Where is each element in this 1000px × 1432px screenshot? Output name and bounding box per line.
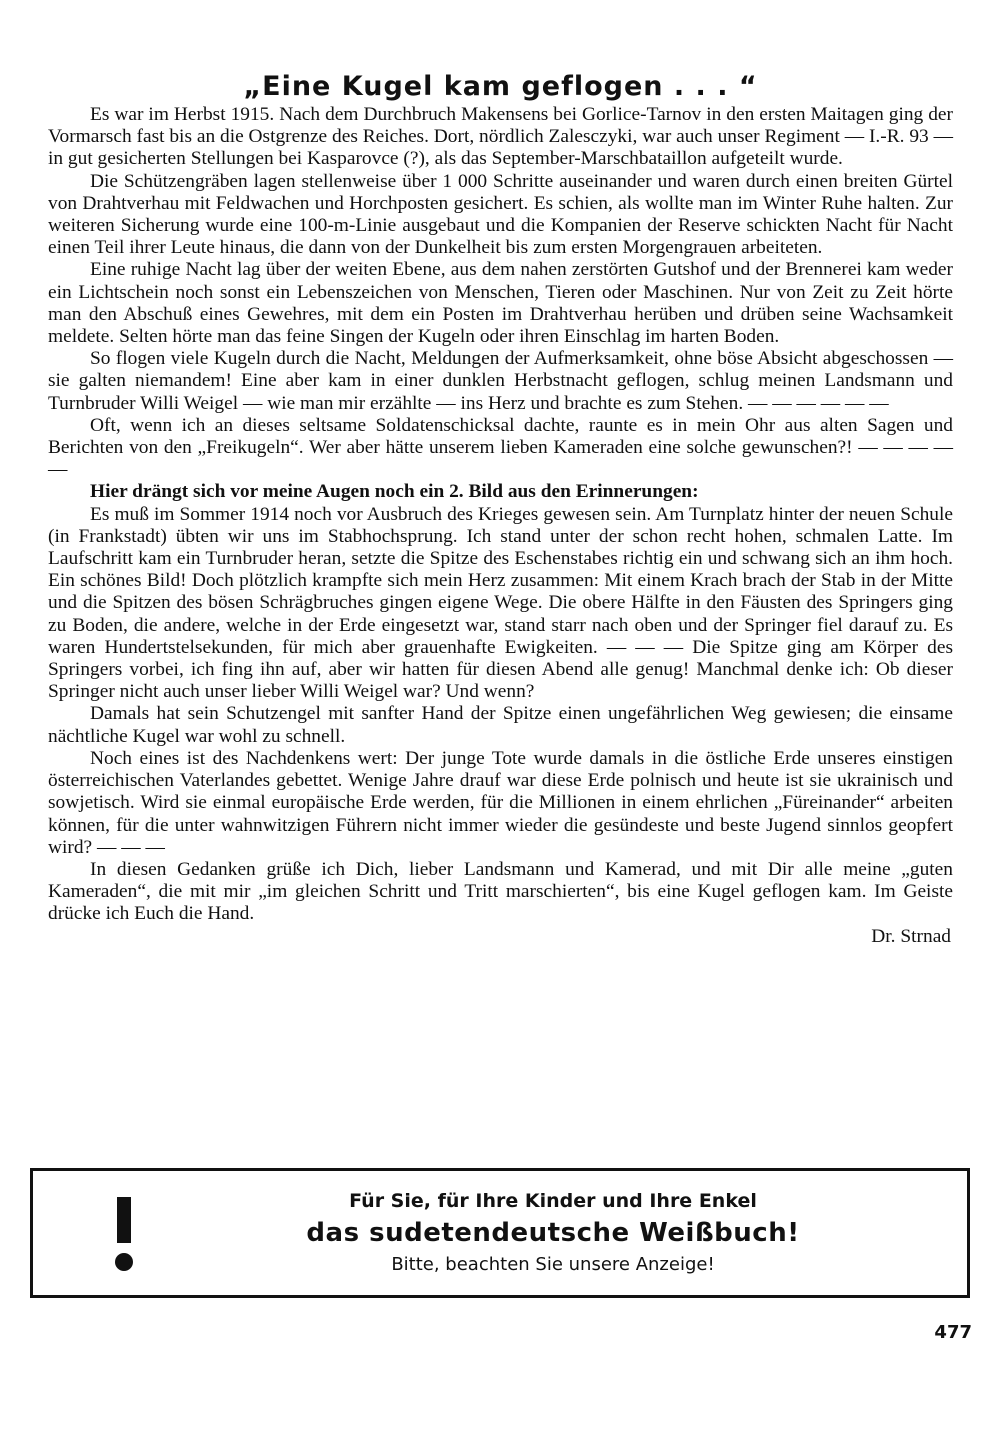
article-paragraph: Noch eines ist des Nachdenkens wert: Der junge Tote wurde damals in die östliche Erde unseres einstigen österreichischen Vaterlandes gebettet. Wenige Jahre drauf war diese Erde polnisch und heute ist sie ukrainisch und sowjetisch. Wird sie einmal europäische Erde werden, für die Millionen in einem ehrlichen „Füreinander“ arbeiten können, für die unter wahnwitzigen Führern nicht immer wieder die gesündeste und beste Jugend sinnlos geopfert wird? — — — <box>48 747 953 858</box>
article <box>48 70 953 948</box>
ad-headline: das sudetendeutsche Weißbuch! <box>306 1218 800 1248</box>
section-heading: Hier drängt sich vor meine Augen noch ein 2. Bild aus den Erinnerungen: <box>90 481 699 503</box>
article-paragraph: So flogen viele Kugeln durch die Nacht, Meldungen der Aufmerksamkeit, ohne böse Absicht abgeschossen — sie galten niemandem! Eine aber kam in einer dunklen Herbstnacht geflogen, schlug meinen Landsmann und Turnbruder Willi Weigel — wie man mir erzählte — ins Herz und brachte es zum Stehen. — — — — — — <box>48 348 953 414</box>
article-title: „Eine Kugel kam geflogen . . . “ <box>243 71 758 102</box>
article-paragraph: Damals hat sein Schutzengel mit sanfter Hand der Spitze einen ungefährlichen Weg gewiesen; die einsame nächtliche Kugel war wohl zu schnell. <box>48 703 953 747</box>
article-paragraph: Eine ruhige Nacht lag über der weiten Ebene, aus dem nahen zerstörten Gutshof und der Brennerei kam weder ein Lichtschein noch sonst ein Lebenszeichen von Menschen, Tieren oder Maschinen. Nur von Zeit zu Zeit hörte man den Abschuß eines Gewehres, mit dem ein Posten im Drahtverhau herüben und drüben seine Wachsamkeit meldete. Selten hörte man das feine Singen der Kugeln oder ihren Einschlag im harten Boden. <box>48 259 953 348</box>
advertisement-box <box>30 1168 970 1298</box>
article-paragraph: Die Schützengräben lagen stellenweise über 1 000 Schritte auseinander und waren durch einen breiten Gürtel von Drahtverhau mit Feldwachen und Horchposten gesichert. Es schien, als wollte man im Winter Ruhe halten. Zur weiteren Sicherung wurde eine 100-m-Linie ausgebaut und die Kompanien der Reserve schickten Nacht für Nacht einen Teil ihrer Leute hinaus, die dann von der Dunkelheit bis zum ersten Morgengrauen arbeiteten. <box>48 170 953 259</box>
ad-tagline: Für Sie, für Ihre Kinder und Ihre Enkel <box>349 1190 757 1212</box>
ad-note: Bitte, beachten Sie unsere Anzeige! <box>391 1254 715 1275</box>
exclamation-icon <box>111 1193 141 1279</box>
page-number: 477 <box>934 1322 972 1343</box>
article-paragraph: Es war im Herbst 1915. Nach dem Durchbruch Makensens bei Gorlice-Tarnov in den ersten Maitagen ging der Vormarsch fast bis an die Ostgrenze des Reiches. Dort, nördlich Zalesczyki, war auch unser Regiment — I.-R. 93 — in gut gesicherten Stellungen bei Kasparovce (?), als das September-Marschbataillon aufgeteilt wurde. <box>48 104 953 170</box>
article-paragraph: Es muß im Sommer 1914 noch vor Ausbruch des Krieges gewesen sein. Am Turnplatz hinter der neuen Schule (in Frankstadt) übten wir uns im Stabhochsprung. Ich stand unter der schon recht hohen, schmalen Latte. Im Laufschritt kam ein Turnbruder heran, setzte die Spitze des Eschenstabes richtig ein und schwang sich an ihm hoch. Ein schönes Bild! Doch plötzlich krampfte sich mein Herz zusammen: Mit einem Krach brach der Stab in der Mitte und die Spitzen des bösen Schrägbruches gingen eigene Wege. Die obere Hälfte in den Fäusten des Springers ging zu Boden, die andere, welche in der Erde eingesetzt war, stand starr nach oben und der Springer fiel darauf zu. Es waren Hundertstelsekunden, für mich aber grauenhafte Ewigkeiten. — — — Die Spitze ging am Körper des Springers vorbei, ich fing ihn auf, aber wir hatten für diesen Abend alle genug! Manchmal denke ich: Ob dieser Springer nicht auch unser lieber Willi Weigel war? Und wenn? <box>48 503 953 703</box>
author-signature: Dr. Strnad <box>871 925 951 947</box>
article-paragraph: Oft, wenn ich an dieses seltsame Soldatenschicksal dachte, raunte es in mein Ohr aus alten Sagen und Berichten von den „Freikugeln“. Wer aber hätte unserem lieben Kameraden eine solche gewunschen?! — — — — — <box>48 414 953 481</box>
article-paragraph: In diesen Gedanken grüße ich Dich, lieber Landsmann und Kamerad, und mit Dir alle meine „guten Kameraden“, die mit mir „im gleichen Schritt und Tritt marschierten“, bis eine Kugel geflogen kam. Im Geiste drücke ich Euch die Hand. <box>48 858 953 925</box>
